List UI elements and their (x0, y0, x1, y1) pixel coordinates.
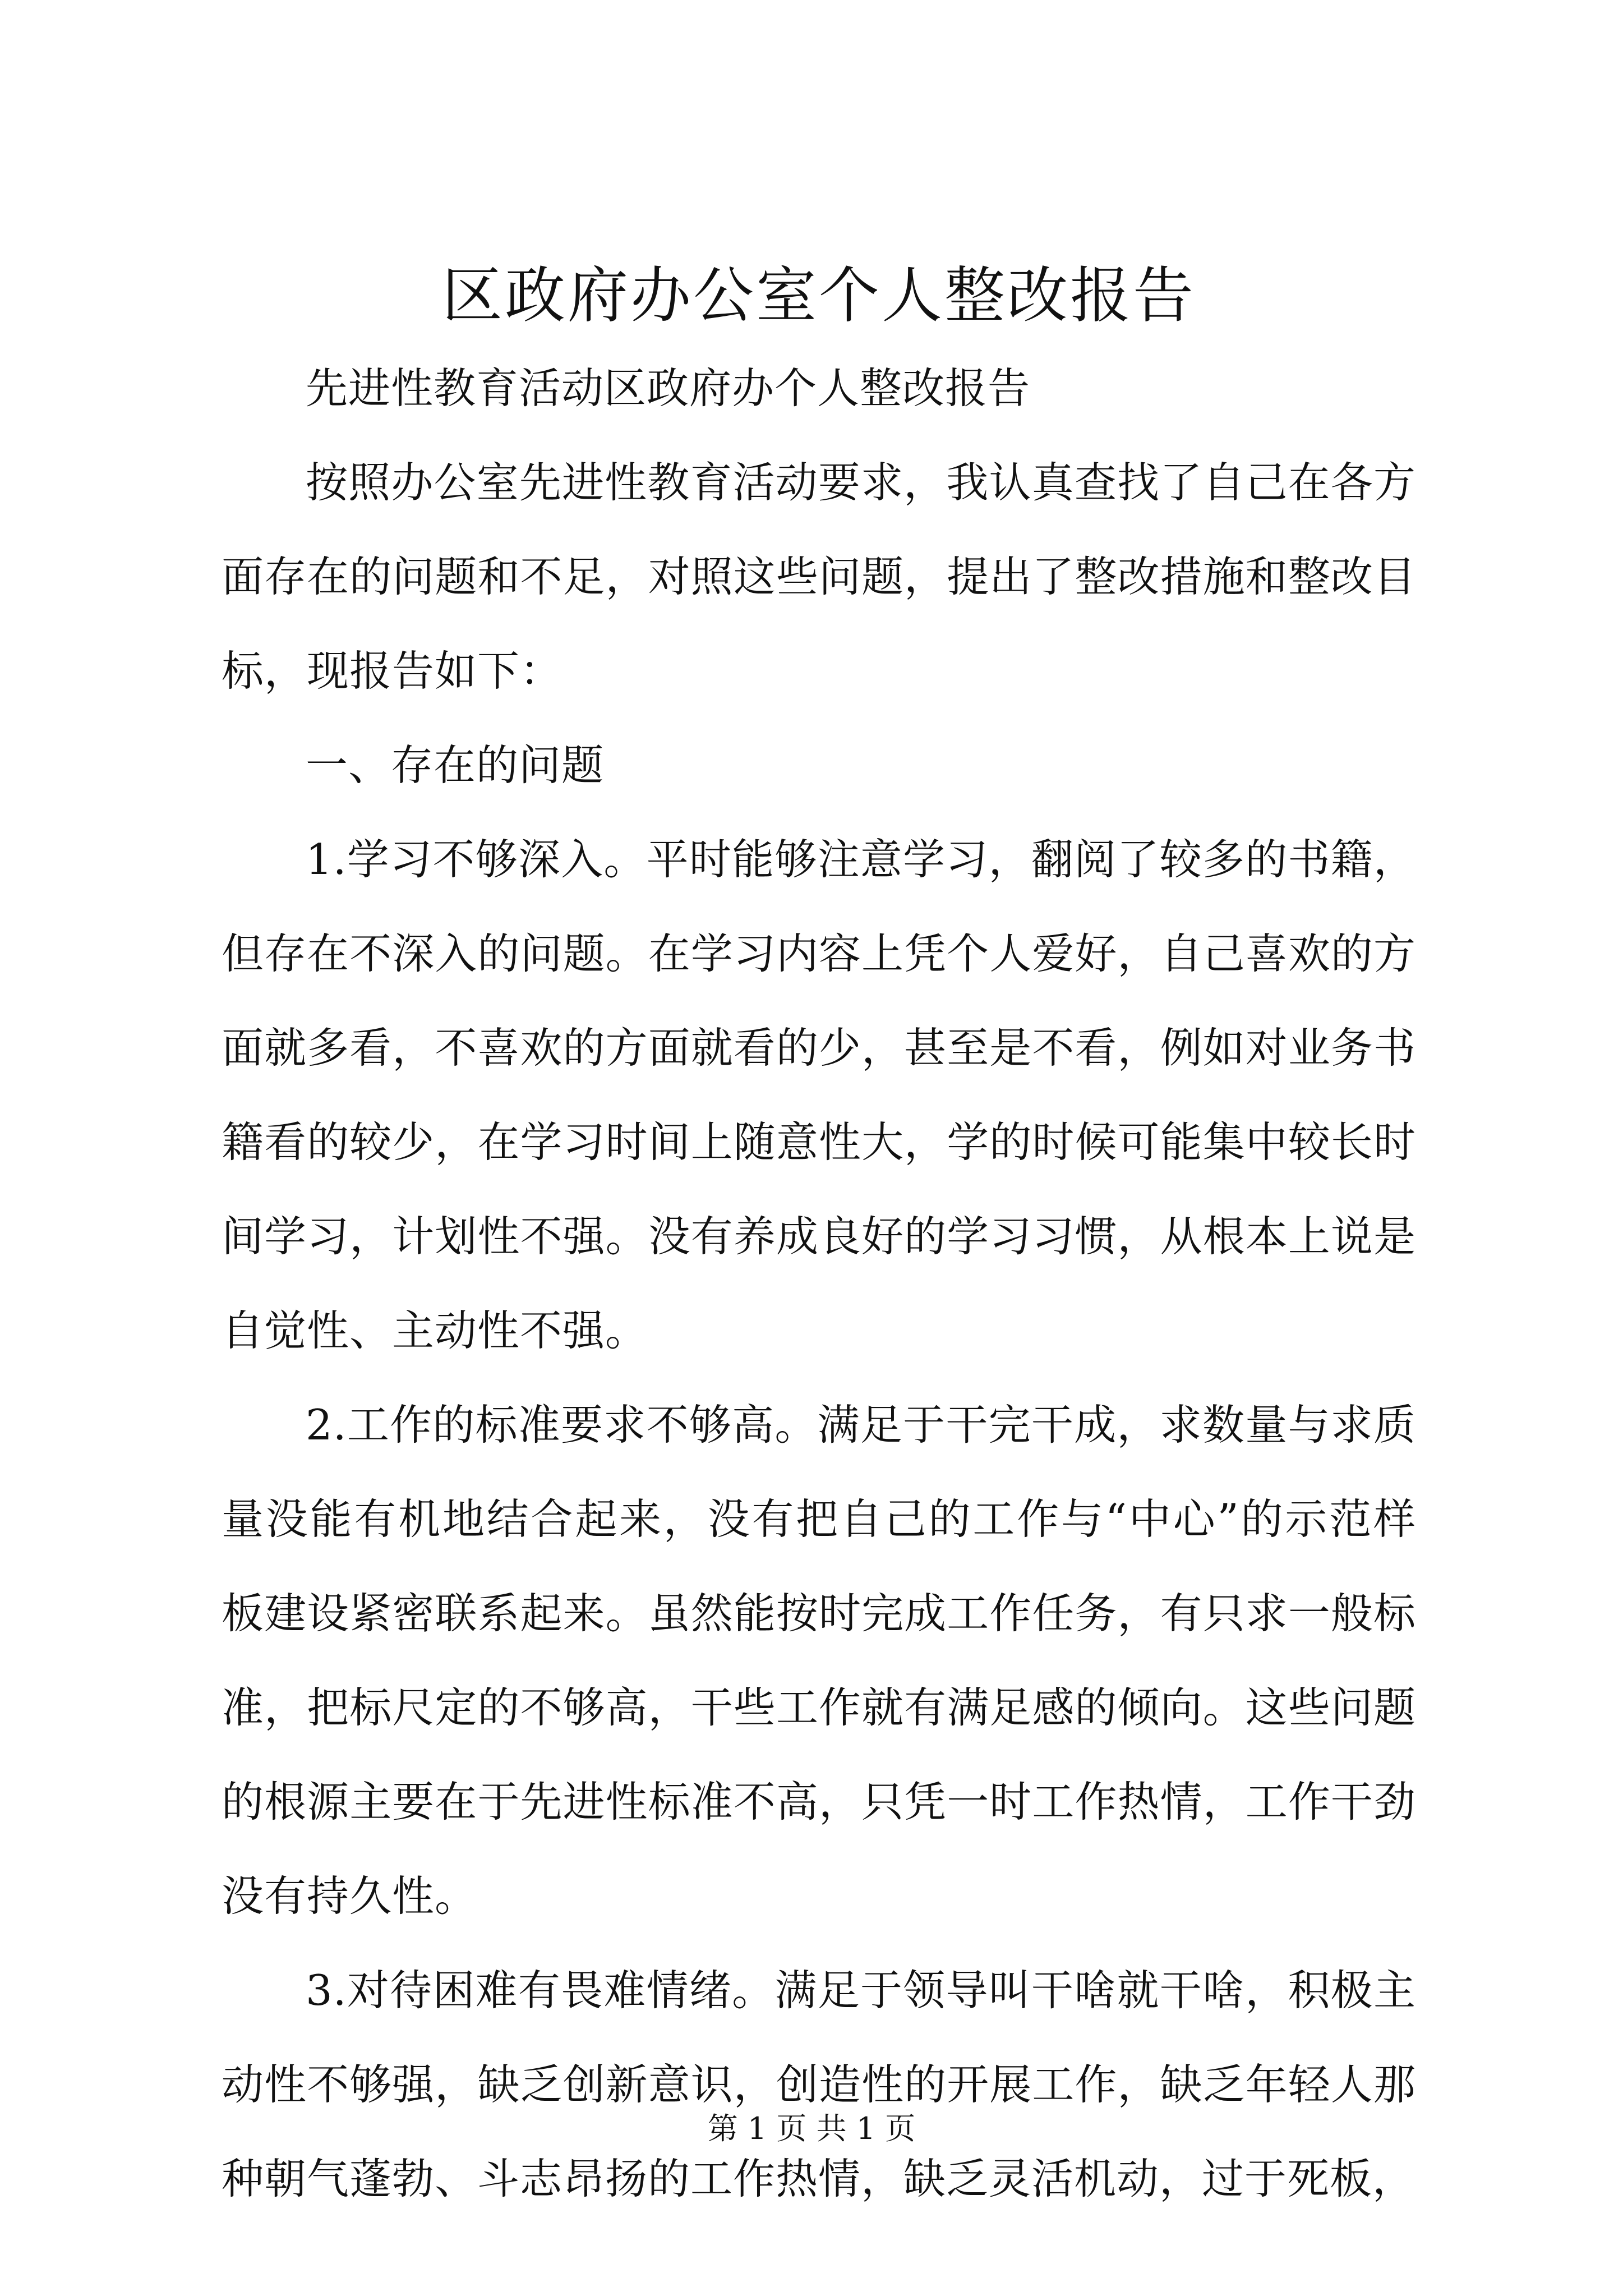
document-body (222, 251, 1416, 2226)
issue-paragraph-2: 2.工作的标准要求不够高。满足于干完干成，求数量与求质量没能有机地结合起来，没有把自己的工作与“中心”的示范样板建设紧密联系起来。虽然能按时完成工作任务，有只求一般标准，把标尺定的不够高，干些工作就有满足感的倾向。这些问题的根源主要在于先进性标准不高，只凭一时工作热情，工作干劲没有持久性。 (222, 1400, 1416, 1921)
page-footer: 第 1 页 共 1 页 (707, 2111, 916, 2146)
issue-paragraph-3: 3.对待困难有畏难情绪。满足于领导叫干啥就干啥，积极主动性不够强，缺乏创新意识，创造性的开展工作，缺乏年轻人那种朝气蓬勃、斗志昂扬的工作热情，缺乏灵活机动，过于死板， (222, 1966, 1416, 2203)
section-heading: 一、存在的问题 (306, 740, 605, 790)
intro-paragraph: 按照办公室先进性教育活动要求，我认真查找了自己在各方面存在的问题和不足，对照这些问题，提出了整改措施和整改目标，现报告如下： (222, 458, 1416, 696)
document-title: 区政府办公室个人整改报告 (441, 261, 1196, 331)
subtitle-paragraph: 先进性教育活动区政府办个人整改报告 (306, 364, 1031, 413)
issue-paragraph-1: 1.学习不够深入。平时能够注意学习，翻阅了较多的书籍，但存在不深入的问题。在学习内容上凭个人爱好，自己喜欢的方面就多看，不喜欢的方面就看的少，甚至是不看，例如对业务书籍看的较少，在学习时间上随意性大，学的时候可能集中较长时间学习，计划性不强。没有养成良好的学习习惯，从根本上说是自觉性、主动性不强。 (222, 835, 1416, 1355)
